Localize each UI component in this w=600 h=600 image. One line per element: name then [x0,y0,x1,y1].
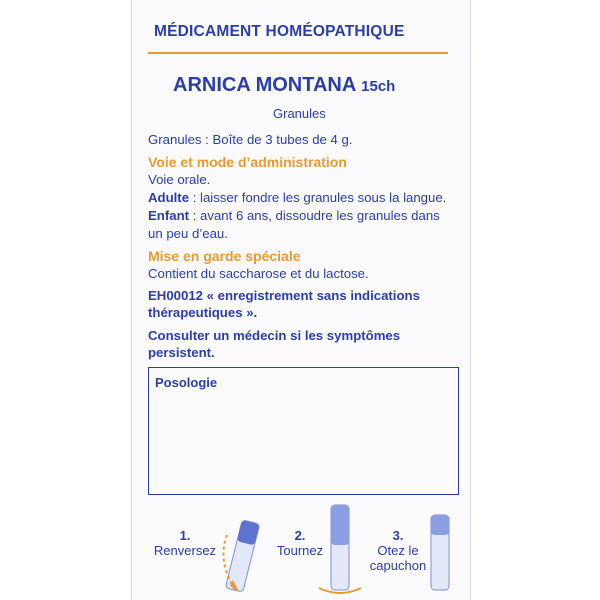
registration-line-2: thérapeutiques ». [148,305,258,320]
step-3-number: 3. [392,528,404,543]
administration-heading: Voie et mode d’administration [148,154,347,170]
step-2-label: Tournez [276,543,324,558]
consult-line-1: Consulter un médecin si les symptômes [148,328,401,343]
route-line: Voie orale. [148,172,211,187]
header-divider [148,52,448,54]
child-line [148,208,440,224]
warning-heading: Mise en garde spéciale [148,248,301,264]
step-2-number: 2. [294,528,306,543]
step-3-label-2: capuchon [369,558,427,573]
category-header: MÉDICAMENT HOMÉOPATHIQUE [154,23,405,40]
step-2 [268,528,332,558]
registration-line-1: EH00012 « enregistrement sans indications [148,288,420,303]
product-strength: 15ch [361,78,396,95]
step-1-label: Renversez [153,543,217,558]
child-label: Enfant [148,208,190,223]
adult-label: Adulte [148,190,190,205]
product-form: Granules [273,106,326,121]
step-1-number: 1. [179,528,191,543]
posology-box [148,367,459,495]
product-title [173,74,453,97]
adult-line [148,190,446,206]
step-1 [150,528,220,558]
product-name: ARNICA MONTANA [173,74,356,96]
child-text-1: : avant 6 ans, dissoudre les granules dans [189,208,440,223]
child-line-2: un peu d’eau. [148,226,228,241]
warning-text: Contient du saccharose et du lactose. [148,266,369,281]
step-3 [362,528,434,573]
adult-text: : laisser fondre les granules sous la langue. [189,190,447,205]
step-3-label-1: Otez le [377,543,419,558]
packaging-line: Granules : Boîte de 3 tubes de 4 g. [148,132,353,147]
posology-label: Posologie [155,375,218,390]
consult-line-2: persistent. [148,345,215,360]
